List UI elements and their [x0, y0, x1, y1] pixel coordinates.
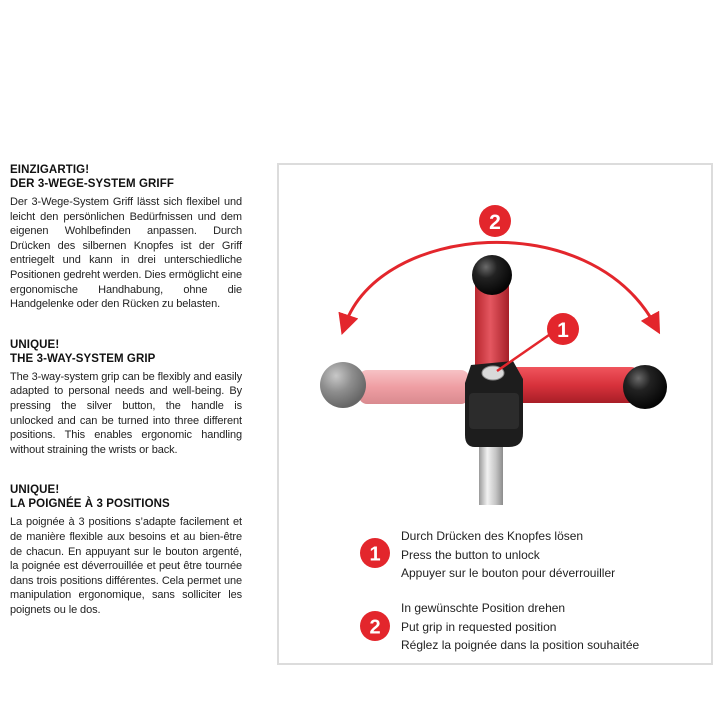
badge-2-icon — [359, 610, 391, 642]
svg-text:1: 1 — [369, 543, 381, 566]
section-title-line2: DER 3-WEGE-SYSTEM GRIFF — [10, 178, 174, 190]
badge-2-figure — [479, 205, 511, 237]
legend-text-2 — [401, 599, 639, 655]
legend-text-1 — [401, 527, 615, 583]
section-title-line1: UNIQUE! — [10, 484, 60, 497]
badge-1-icon — [359, 537, 391, 569]
section-title-line1: EINZIGARTIG! — [10, 164, 90, 176]
grip-illustration — [279, 165, 711, 663]
section-english — [10, 338, 242, 458]
section-french — [10, 483, 242, 617]
legend-line-en: Put grip in requested position — [401, 619, 557, 634]
legend-line-de: In gewünschte Position drehen — [401, 601, 566, 615]
grip-left-faded — [359, 370, 469, 404]
knob-right — [623, 365, 667, 409]
knob-top — [472, 255, 512, 295]
section-title-line2: LA POIGNÉE À 3 POSITIONS — [10, 498, 170, 511]
section-title-line2: THE 3-WAY-SYSTEM GRIP — [10, 352, 156, 365]
legend-line-fr: Appuyer sur le bouton pour déverrouiller — [401, 566, 616, 580]
svg-text:2: 2 — [489, 211, 501, 234]
description-column — [10, 163, 242, 643]
section-body: La poignée à 3 positions s’adapte facilement et de manière flexible aux besoins et au bien-être de chacun. En appuyant sur le bouton argenté, la poignée est déverrouillée et peut être tournée dans trois positions différentes. Cela permet une manipulation ergonomique, sans solliciter les poignets ou le dos. — [10, 516, 242, 616]
section-german — [10, 163, 242, 312]
knob-left-faded — [320, 362, 366, 408]
svg-text:1: 1 — [557, 319, 569, 342]
legend-line-de: Durch Drücken des Knopfes lösen — [401, 529, 584, 543]
legend-line-fr: Réglez la poignée dans la position souhaitée — [401, 638, 640, 652]
legend-line-en: Press the button to unlock — [401, 547, 540, 562]
joint-shade — [469, 393, 519, 429]
illustration-panel — [277, 163, 713, 665]
section-body: Der 3-Wege-System Griff lässt sich flexibel und leicht den persönlichen Bedürfnissen und dem eigenen Wohlbefinden anpassen. Durch Drücken des silbernen Knopfes ist der Griff entriegelt und kann in drei unterschiedliche Positionen gedreht werden. Dies ermöglicht eine ergonomische Handhabung, ohne die Handgelenke oder den Rücken zu belasten. — [10, 196, 242, 311]
section-body: The 3-way-system grip can be flexibly and easily adapted to personal needs and well-being. By pressing the silver button, the handle is unlocked and can be turned into three different positions. This enables ergonomic handling without straining the wrists or back. — [10, 370, 242, 456]
section-title-line1: UNIQUE! — [10, 338, 60, 351]
svg-text:2: 2 — [369, 616, 381, 639]
grip-right — [509, 367, 639, 403]
badge-1-figure — [547, 313, 579, 345]
